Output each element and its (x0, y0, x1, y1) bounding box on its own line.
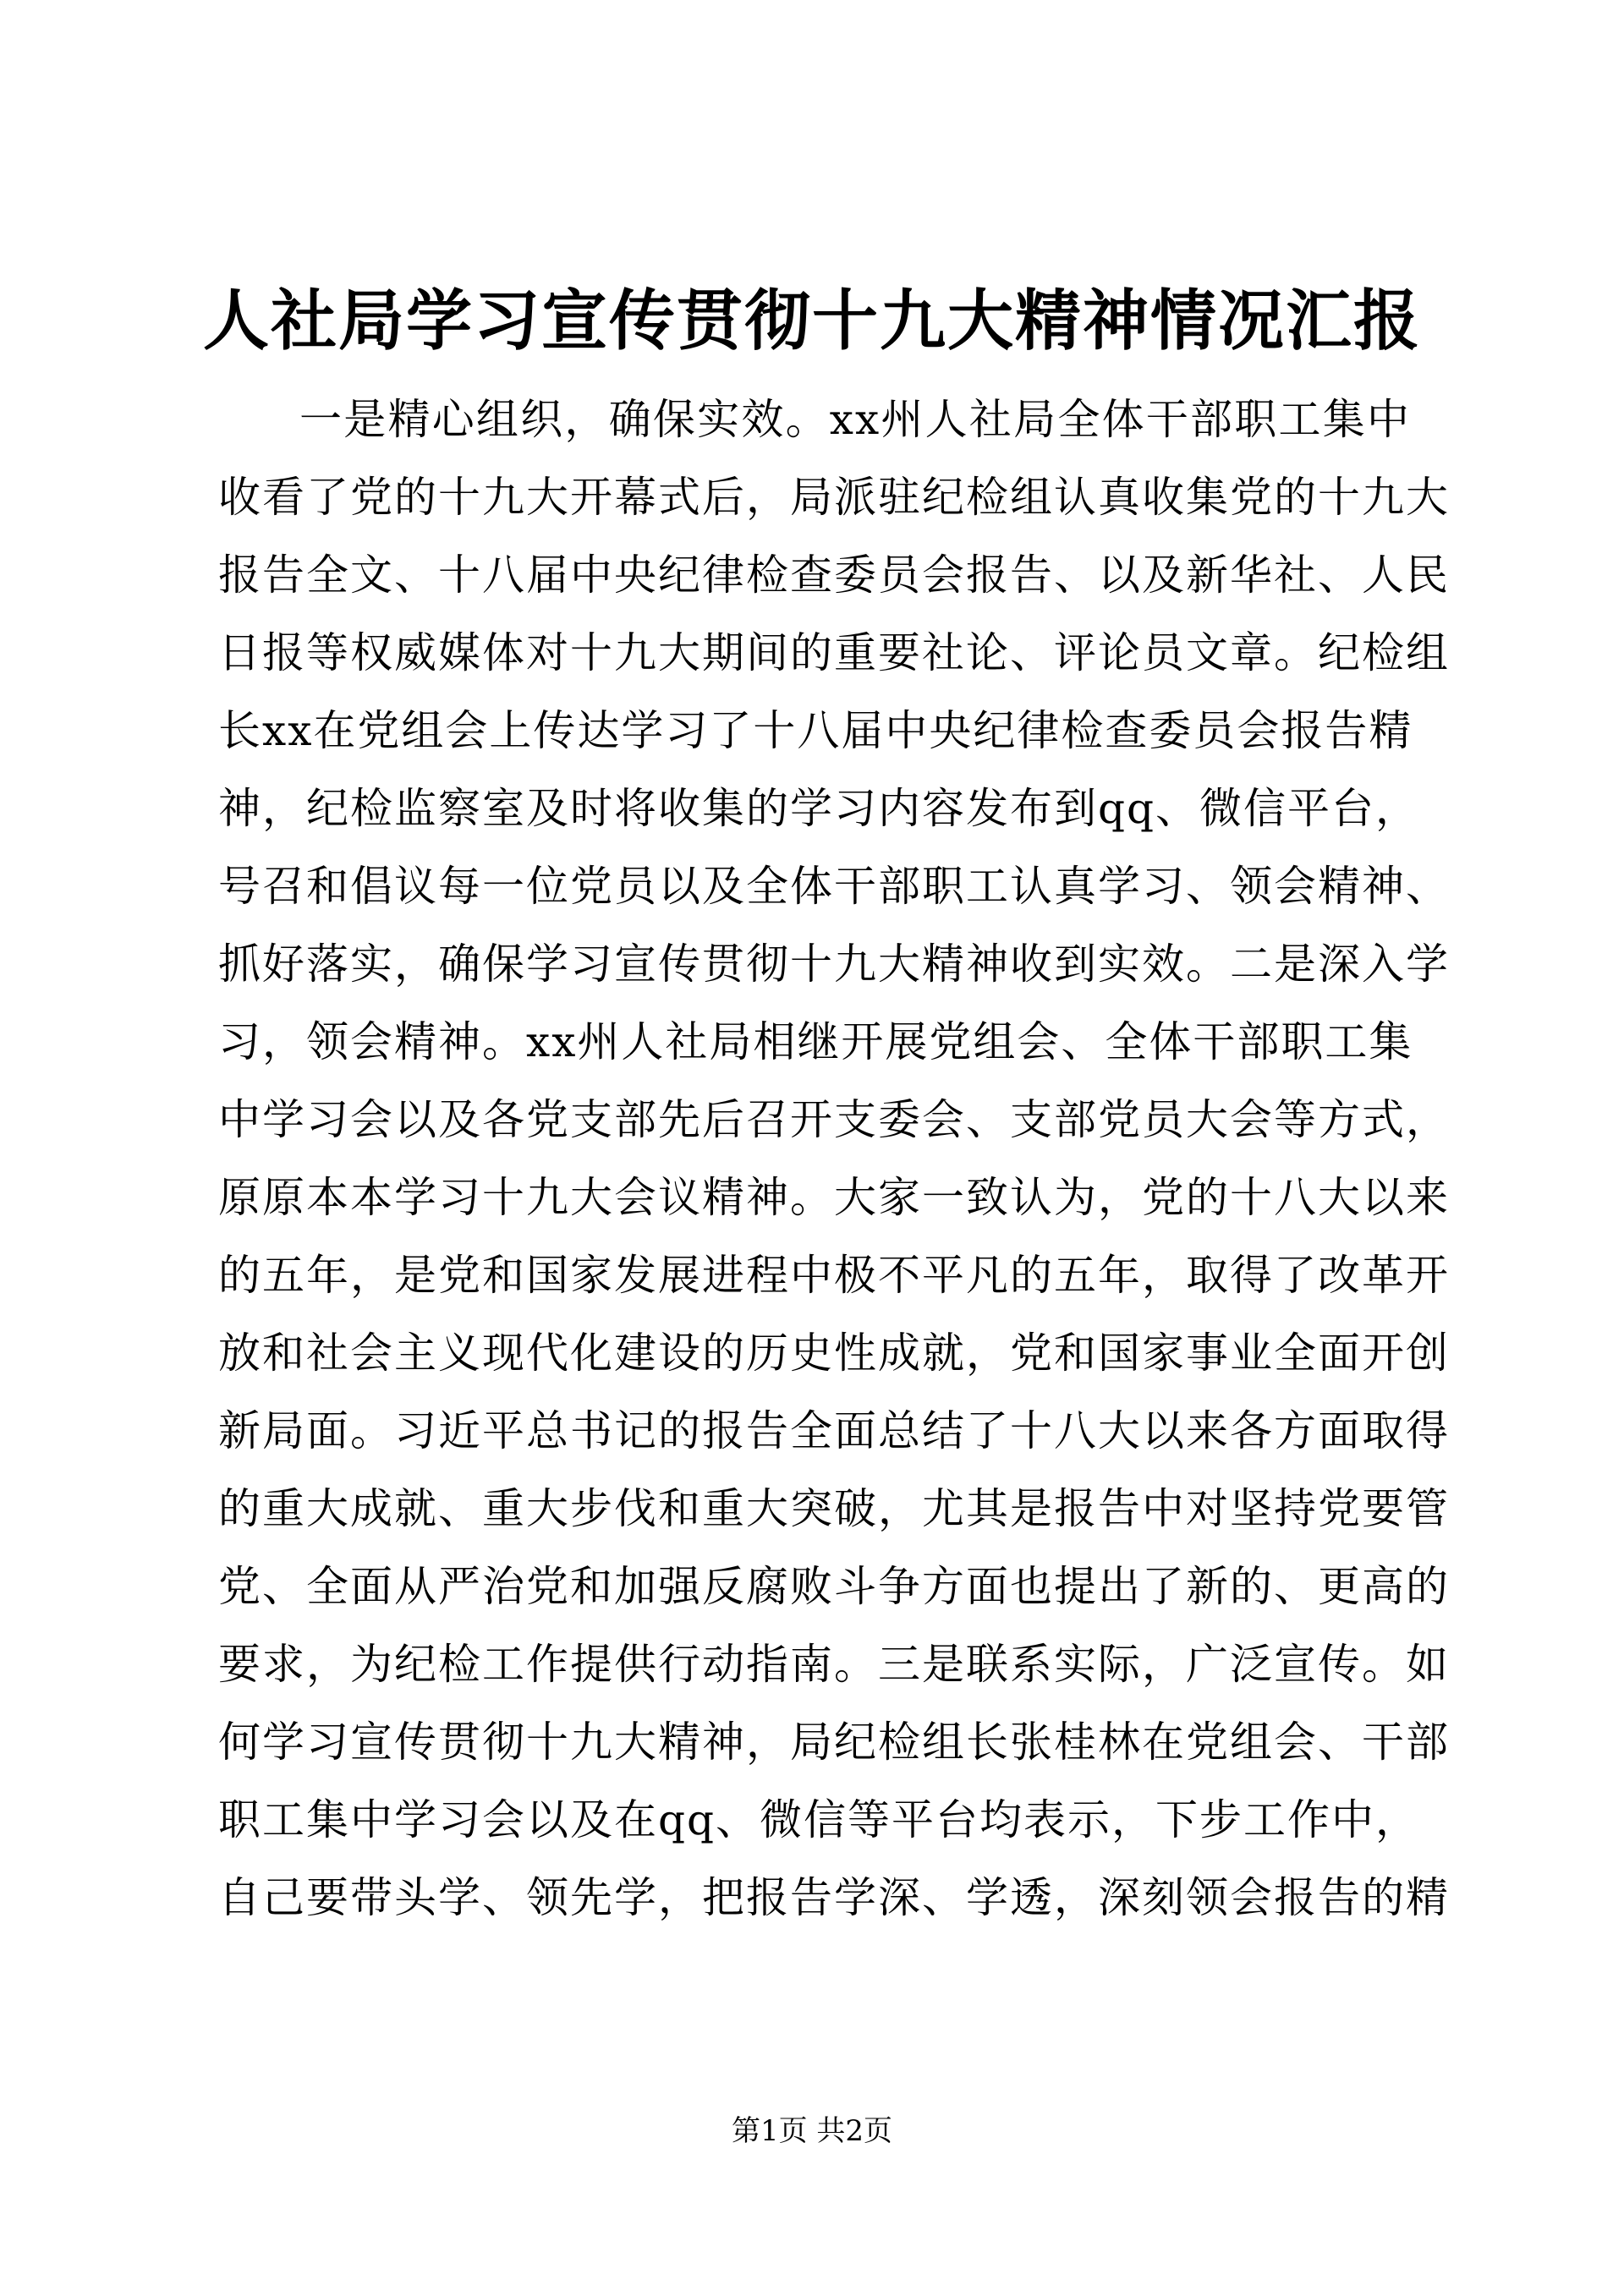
body-line: 要求，为纪检工作提供行动指南。三是联系实际，广泛宣传。如 (218, 1640, 1450, 1689)
body-line: 的重大成就、重大步伐和重大突破，尤其是报告中对坚持党要管 (218, 1484, 1450, 1533)
document-body (218, 381, 1450, 1937)
body-line: 日报等权威媒体对十九大期间的重要社论、评论员文章。纪检组 (218, 628, 1450, 677)
body-line: 号召和倡议每一位党员以及全体干部职工认真学习、领会精神、 (218, 862, 1450, 911)
body-line: 抓好落实，确保学习宣传贯彻十九大精神收到实效。二是深入学 (218, 940, 1450, 989)
body-line: 的五年，是党和国家发展进程中极不平凡的五年，取得了改革开 (218, 1251, 1450, 1300)
body-line: 何学习宣传贯彻十九大精神，局纪检组长张桂林在党组会、干部 (218, 1718, 1450, 1767)
body-line: 中学习会以及各党支部先后召开支委会、支部党员大会等方式， (218, 1095, 1450, 1144)
body-line: 党、全面从严治党和加强反腐败斗争方面也提出了新的、更高的 (218, 1562, 1450, 1611)
body-line: 自己要带头学、领先学，把报告学深、学透，深刻领会报告的精 (218, 1873, 1450, 1922)
body-line: 职工集中学习会以及在qq、微信等平台均表示，下步工作中， (218, 1795, 1420, 1844)
body-line: 收看了党的十九大开幕式后，局派驻纪检组认真收集党的十九大 (218, 473, 1450, 522)
body-line: 原原本本学习十九大会议精神。大家一致认为，党的十八大以来 (218, 1173, 1450, 1222)
body-line: 新局面。习近平总书记的报告全面总结了十八大以来各方面取得 (218, 1406, 1450, 1455)
body-line: 报告全文、十八届中央纪律检查委员会报告、以及新华社、人民 (218, 551, 1450, 600)
body-line: 放和社会主义现代化建设的历史性成就，党和国家事业全面开创 (218, 1329, 1450, 1378)
page-number: 第1页 共2页 (731, 2114, 893, 2148)
body-line: 神，纪检监察室及时将收集的学习内容发布到qq、微信平台， (218, 784, 1420, 833)
body-line: 一是精心组织，确保实效。xx州人社局全体干部职工集中 (299, 395, 1411, 444)
body-line: 长xx在党组会上传达学习了十八届中央纪律检查委员会报告精 (218, 706, 1413, 755)
document-title: 人社局学习宣传贯彻十九大精神情况汇报 (202, 282, 1421, 359)
body-line: 习，领会精神。xx州人社局相继开展党组会、全体干部职工集 (218, 1017, 1413, 1066)
